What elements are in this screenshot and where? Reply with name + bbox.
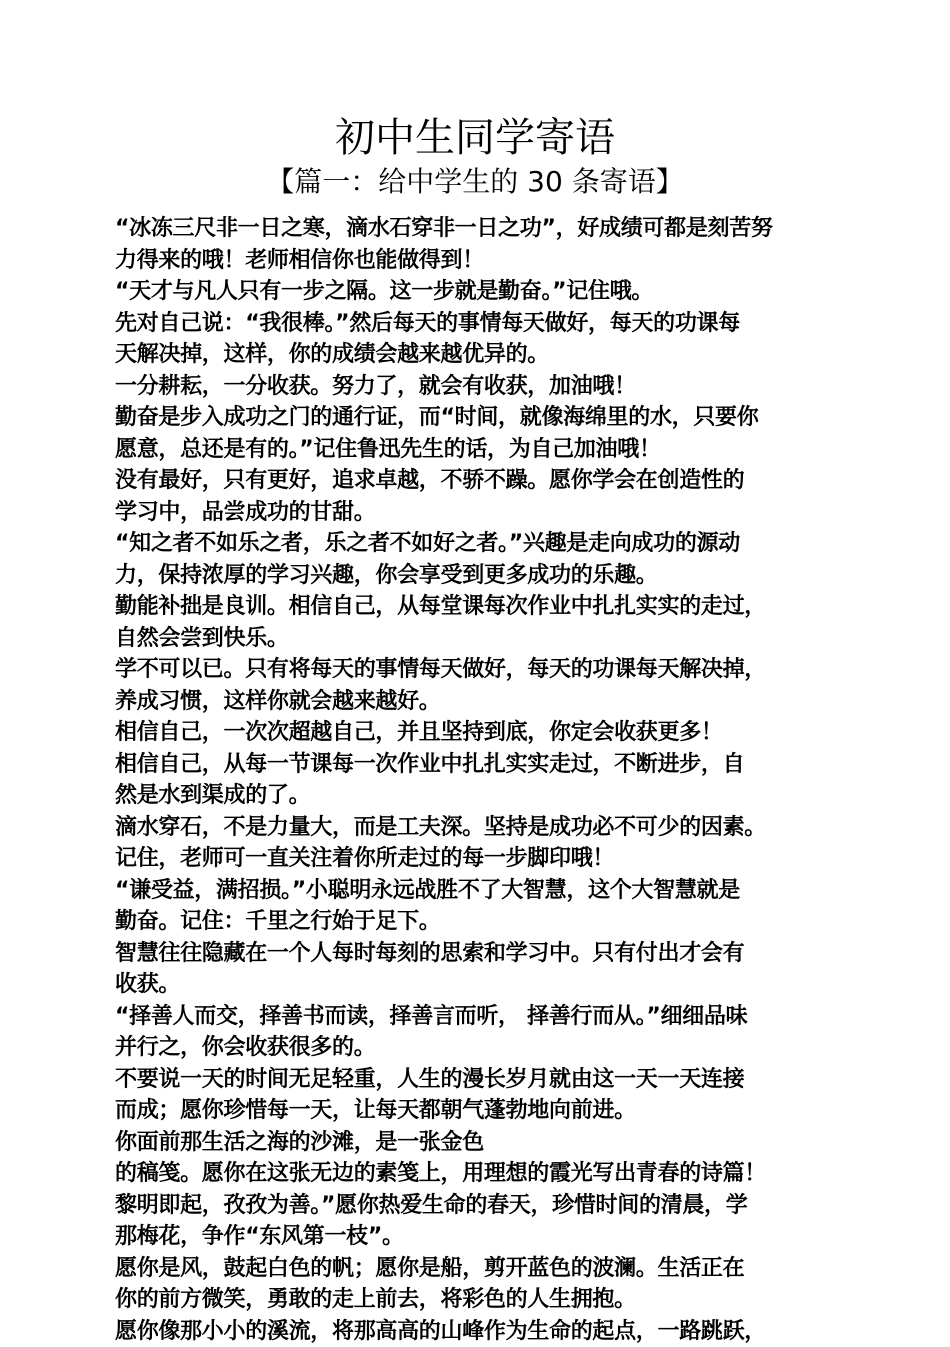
- text-line: 黎明即起，孜孜为善。”愿你热爱生命的春天，珍惜时间的清晨，学: [115, 1190, 845, 1222]
- text-line: 力，保持浓厚的学习兴趣，你会享受到更多成功的乐趣。: [115, 560, 845, 592]
- text-line: “天才与凡人只有一步之隔。这一步就是勤奋。”记住哦。: [115, 276, 845, 308]
- text-line: 勤奋是步入成功之门的通行证，而“时间，就像海绵里的水，只要你: [115, 402, 845, 434]
- text-line: 愿意，总还是有的。”记住鲁迅先生的话，为自己加油哦！: [115, 434, 845, 466]
- text-line: 愿你像那小小的溪流，将那高高的山峰作为生命的起点，一路跳跃，: [115, 1316, 845, 1347]
- text-line: “冰冻三尺非一日之寒，滴水石穿非一日之功”，好成绩可都是刻苦努: [115, 213, 845, 245]
- text-line: 力得来的哦！老师相信你也能做得到！: [115, 245, 845, 277]
- text-line: 记住，老师可一直关注着你所走过的每一步脚印哦！: [115, 843, 845, 875]
- text-line: 然是水到渠成的了。: [115, 780, 845, 812]
- document-title: 初中生同学寄语: [0, 112, 950, 164]
- text-line: 一分耕耘，一分收获。努力了，就会有收获，加油哦！: [115, 371, 845, 403]
- document-body: [115, 213, 845, 1347]
- document-subtitle: 【篇一：给中学生的 30 条寄语】: [0, 164, 950, 200]
- text-line: 学不可以已。只有将每天的事情每天做好，每天的功课每天解决掉，: [115, 654, 845, 686]
- text-line: 你面前那生活之海的沙滩，是一张金色: [115, 1127, 845, 1159]
- text-line: 智慧往往隐藏在一个人每时每刻的思索和学习中。只有付出才会有: [115, 938, 845, 970]
- text-line: “知之者不如乐之者，乐之者不如好之者。”兴趣是走向成功的源动: [115, 528, 845, 560]
- text-line: 不要说一天的时间无足轻重，人生的漫长岁月就由这一天一天连接: [115, 1064, 845, 1096]
- text-line: 愿你是风，鼓起白色的帆；愿你是船，剪开蓝色的波澜。生活正在: [115, 1253, 845, 1285]
- text-line: 自然会尝到快乐。: [115, 623, 845, 655]
- text-line: 天解决掉，这样，你的成绩会越来越优异的。: [115, 339, 845, 371]
- text-line: 先对自己说：“我很棒。”然后每天的事情每天做好，每天的功课每: [115, 308, 845, 340]
- text-line: 收获。: [115, 969, 845, 1001]
- text-line: 养成习惯，这样你就会越来越好。: [115, 686, 845, 718]
- text-line: “择善人而交，择善书而读，择善言而听， 择善行而从。”细细品味: [115, 1001, 845, 1033]
- text-line: 你的前方微笑，勇敢的走上前去，将彩色的人生拥抱。: [115, 1284, 845, 1316]
- text-line: 而成；愿你珍惜每一天，让每天都朝气蓬勃地向前进。: [115, 1095, 845, 1127]
- text-line: 相信自己，从每一节课每一次作业中扎扎实实走过，不断进步，自: [115, 749, 845, 781]
- text-line: “谦受益，满招损。”小聪明永远战胜不了大智慧，这个大智慧就是: [115, 875, 845, 907]
- text-line: 没有最好，只有更好，追求卓越，不骄不躁。愿你学会在创造性的: [115, 465, 845, 497]
- text-line: 学习中，品尝成功的甘甜。: [115, 497, 845, 529]
- text-line: 勤奋。记住：千里之行始于足下。: [115, 906, 845, 938]
- text-line: 并行之，你会收获很多的。: [115, 1032, 845, 1064]
- text-line: 的稿笺。愿你在这张无边的素笺上，用理想的霞光写出青春的诗篇！: [115, 1158, 845, 1190]
- text-line: 相信自己，一次次超越自己，并且坚持到底，你定会收获更多！: [115, 717, 845, 749]
- text-line: 那梅花，争作“东风第一枝”。: [115, 1221, 845, 1253]
- text-line: 滴水穿石，不是力量大，而是工夫深。坚持是成功必不可少的因素。: [115, 812, 845, 844]
- text-line: 勤能补拙是良训。相信自己，从每堂课每次作业中扎扎实实的走过，: [115, 591, 845, 623]
